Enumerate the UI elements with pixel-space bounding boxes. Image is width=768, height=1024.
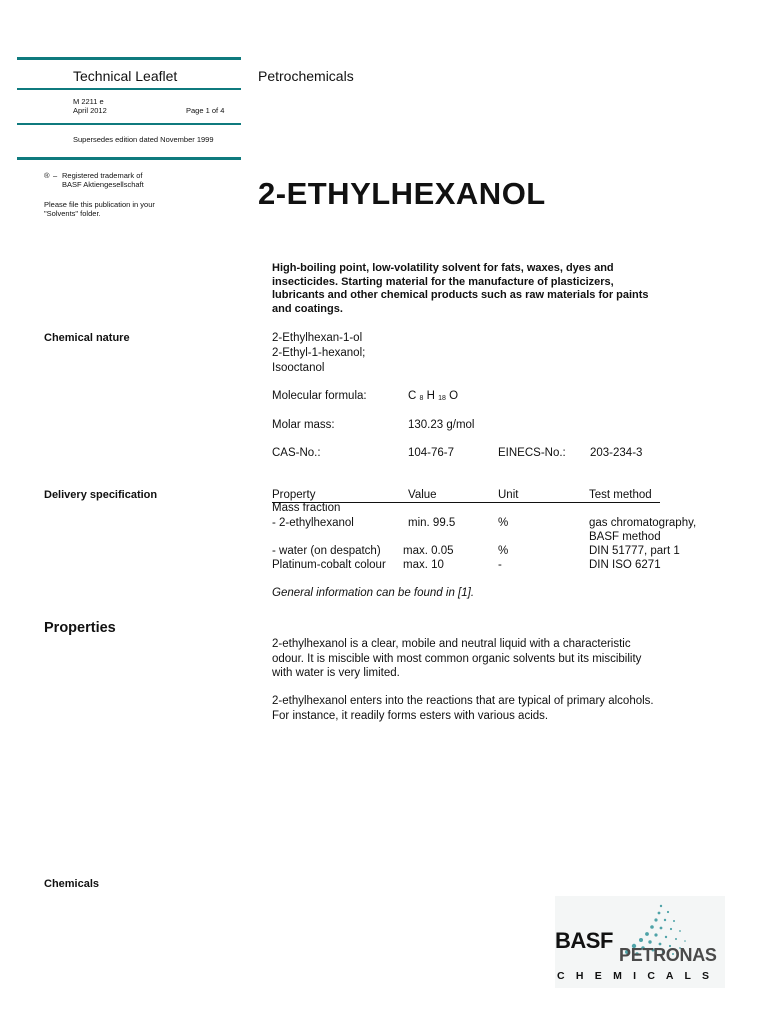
header-rule-3 — [17, 123, 241, 125]
logo-petronas: PETRONAS — [619, 945, 717, 965]
header-rule-4 — [17, 157, 241, 160]
row2-property: - water (on despatch) — [272, 545, 381, 557]
formula-c-count: 8 — [419, 395, 424, 402]
cas-label: CAS-No.: — [272, 447, 321, 459]
formula-label: Molecular formula: — [272, 390, 367, 402]
category-label: Petrochemicals — [258, 68, 354, 84]
trademark-symbol: ® — [44, 171, 50, 180]
col-header-value: Value — [408, 489, 437, 501]
row1-method: gas chromatography, — [589, 517, 697, 529]
row1-method-2: BASF method — [589, 531, 661, 543]
leaflet-title: Technical Leaflet — [73, 68, 178, 84]
trademark-note-1: Registered trademark of — [62, 171, 143, 180]
delivery-label: Delivery specification — [44, 489, 158, 501]
row3-property: Platinum-cobalt colour — [272, 559, 386, 571]
trademark-note-2: BASF Aktiengesellschaft — [62, 180, 144, 189]
properties-paragraph-1: 2-ethylhexanol is a clear, mobile and neutral liquid with a characteristic odour. It is miscible with most common organic solvents but its miscibility with water is very limited. — [272, 638, 642, 679]
row1-unit: % — [498, 517, 509, 529]
row3-unit: - — [498, 559, 502, 571]
molar-label: Molar mass: — [272, 419, 335, 431]
row3-value: max. 10 — [403, 559, 444, 571]
formula-c: C — [408, 390, 417, 402]
row1-property: - 2-ethylhexanol — [272, 517, 354, 529]
chemicals-label: Chemicals — [44, 878, 100, 890]
document-title: 2-ETHYLHEXANOL — [258, 176, 546, 211]
formula-o: O — [449, 390, 459, 402]
chem-name-2: 2-Ethyl-1-hexanol; — [272, 347, 366, 359]
properties-heading: Properties — [44, 620, 116, 636]
row1-value: min. 99.5 — [408, 517, 456, 529]
formula-h: H — [426, 390, 435, 402]
doc-date: April 2012 — [73, 106, 107, 115]
row3-method: DIN ISO 6271 — [589, 559, 661, 571]
col-header-property: Property — [272, 489, 316, 501]
col-header-unit: Unit — [498, 489, 519, 501]
properties-paragraph-2: 2-ethylhexanol enters into the reactions that are typical of primary alcohols. For instance, it readily forms esters with various acids. — [272, 695, 654, 722]
mass-fraction-label: Mass fraction — [272, 502, 341, 514]
supersedes-note: Supersedes edition dated November 1999 — [73, 135, 214, 144]
row2-value: max. 0.05 — [403, 545, 454, 557]
file-note-2: "Solvents" folder. — [44, 209, 101, 218]
molar-value: 130.23 g/mol — [408, 419, 475, 431]
row2-method: DIN 51777, part 1 — [589, 545, 680, 557]
logo-basf: BASF — [555, 928, 613, 953]
row2-unit: % — [498, 545, 509, 557]
formula-h-count: 18 — [438, 395, 446, 402]
doc-id: M 2211 e — [73, 97, 104, 106]
formula-value — [408, 389, 458, 407]
header-rule-2 — [17, 88, 241, 90]
cas-value: 104-76-7 — [408, 447, 455, 459]
header-rule-top — [17, 57, 241, 60]
chemical-nature-label: Chemical nature — [44, 332, 130, 344]
trademark-dash: – — [53, 171, 58, 180]
file-note-1: Please file this publication in your — [44, 200, 155, 209]
einecs-label: EINECS-No.: — [498, 447, 566, 459]
general-info-note: General information can be found in [1]. — [272, 587, 475, 599]
logo-chemicals: C H E M I C A L S — [557, 970, 714, 982]
einecs-value: 203-234-3 — [590, 447, 643, 459]
basf-petronas-logo — [555, 896, 725, 988]
intro-paragraph: High-boiling point, low-volatility solvent for fats, waxes, dyes and insecticides. Starting material for the manufacture of plasticizers, lubricants and other chemical products such as raw materials for paints and coatings. — [272, 262, 649, 315]
chem-name-3: Isooctanol — [272, 362, 325, 374]
page-number: Page 1 of 4 — [186, 106, 225, 115]
chem-name-1: 2-Ethylhexan-1-ol — [272, 332, 363, 344]
col-header-method: Test method — [589, 489, 652, 501]
